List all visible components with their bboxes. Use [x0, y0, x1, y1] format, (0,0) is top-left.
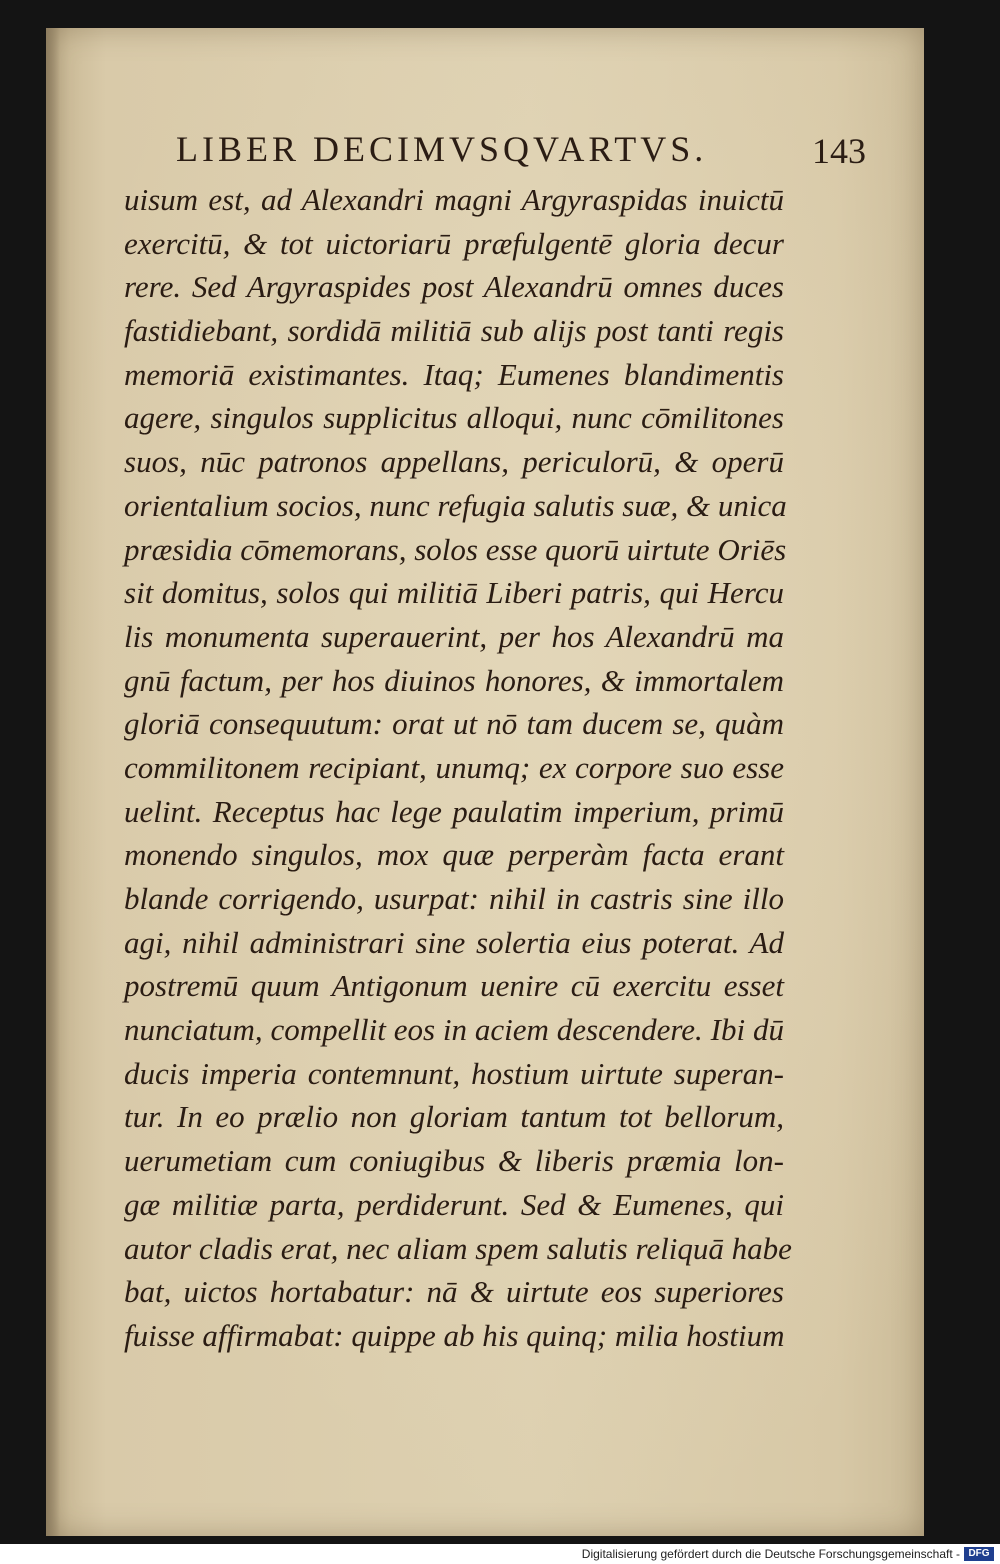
text-line: rere. Sed Argyraspides post Alexandrū omnes duces [124, 269, 784, 305]
text-line: uisum est, ad Alexandri magni Argyraspidas inuictū [124, 182, 784, 217]
text-line: commilitonem recipiant, unumq; ex corpore suo esse [124, 749, 784, 785]
text-line: uelint. Receptus hac lege paulatim imperium, primū [124, 793, 784, 829]
text-line: nunciatum, compellit eos in aciem descendere. Ibi dū [124, 1012, 784, 1048]
page-gutter-shadow [46, 28, 60, 1536]
text-line: monendo singulos, mox quæ perperàm facta erant [124, 837, 784, 873]
running-head-title: LIBER DECIMVSQVARTVS. [176, 129, 708, 169]
text-line: blande corrigendo, usurpat: nihil in castris sine illo [124, 881, 784, 916]
text-line: autor cladis erat, nec aliam spem salutis reliquā habe [124, 1230, 792, 1266]
text-line: præsidia cōmemorans, solos esse quorū uirtute Oriēs [124, 531, 787, 567]
text-line: agere, singulos supplicitus alloqui, nunc cōmilitones [124, 400, 784, 436]
digitization-footer [0, 1544, 1000, 1564]
funding-credit: Digitalisierung gefördert durch die Deutsche Forschungsgemeinschaft - [581, 1547, 960, 1561]
text-line: orientalium socios, nunc refugia salutis suæ, & unica [124, 487, 787, 523]
text-line: lis monumenta superauerint, per hos Alexandrū ma [124, 618, 784, 654]
text-line: exercitū, & tot uictoriarū præfulgentē gloria decur [124, 225, 784, 261]
text-line: uerumetiam cum coniugibus & liberis præmia lon- [124, 1143, 784, 1179]
text-line: suos, nūc patronos appellans, periculorū, & operū [124, 444, 784, 480]
text-line: sit domitus, solos qui militiā Liberi patris, qui Hercu [124, 575, 784, 611]
text-line: memoriā existimantes. Itaq; Eumenes blandimentis [124, 356, 784, 392]
text-line: agi, nihil administrari sine solertia eius poterat. Ad [124, 924, 784, 960]
page-number: 143 [812, 131, 866, 171]
text-line: tur. In eo prælio non gloriam tantum tot bellorum, [124, 1099, 784, 1135]
text-line: gnū factum, per hos diuinos honores, & immortalem [124, 662, 784, 698]
dfg-logo: DFG [964, 1547, 994, 1561]
text-line: ducis imperia contemnunt, hostium uirtute superan- [124, 1055, 784, 1091]
book-page [46, 28, 924, 1536]
text-line: gæ militiæ parta, perdiderunt. Sed & Eumenes, qui [124, 1186, 784, 1222]
text-line: gloriā consequutum: orat ut nō tam ducem se, quàm [124, 706, 784, 742]
text-line: fuisse affirmabat: quippe ab his quinq; milia hostium [124, 1317, 785, 1353]
text-line: bat, uictos hortabatur: nā & uirtute eos superiores [124, 1274, 784, 1310]
running-head [176, 128, 866, 178]
text-line: fastidiebant, sordidā militiā sub alijs post tanti regis [124, 313, 784, 349]
body-text [124, 178, 792, 1358]
text-line: postremū quum Antigonum uenire cū exercitu esset [124, 968, 784, 1004]
